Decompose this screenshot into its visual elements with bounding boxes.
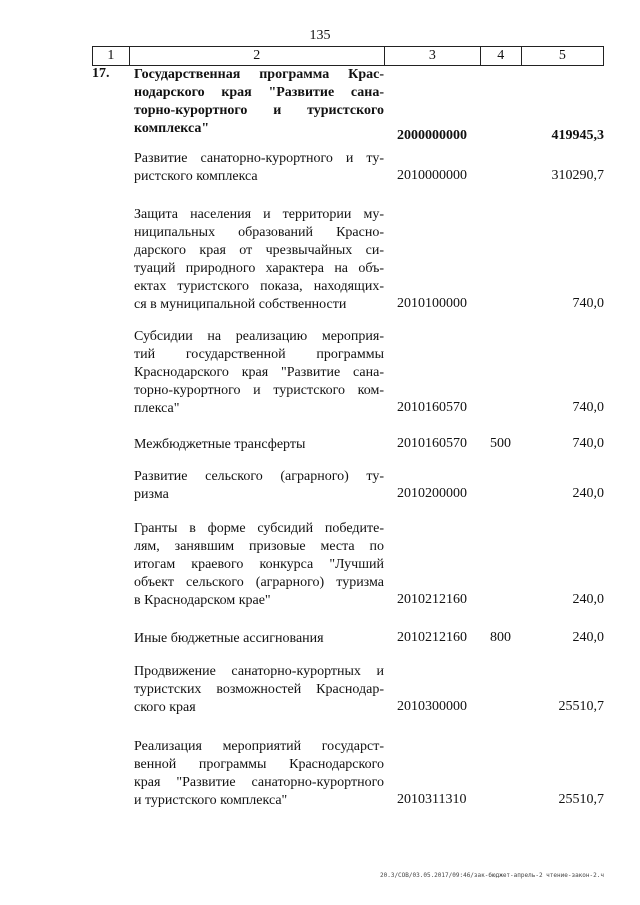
row-name-line: комплекса" xyxy=(134,121,210,136)
file-path-footer: 20.3/СОВ/03.05.2017/09:46/зак-бюджет-апрель-2 чтение-закон-2.ч xyxy=(380,872,604,879)
row-name-line: края "Развитие санаторно-курортного xyxy=(134,775,384,790)
row-name-line: ся в муниципальной собственности xyxy=(134,297,347,312)
row-name xyxy=(134,663,384,717)
amount: 310290,7 xyxy=(551,168,604,183)
target-code: 2010212160 xyxy=(397,630,467,645)
row-name-line: Развитие сельского (аграрного) ту- xyxy=(134,469,384,484)
row-name-line: туаций природного характера на объ- xyxy=(134,261,384,276)
row-name-line: Субсидии на реализацию мероприя- xyxy=(134,329,384,344)
row-name-line: ектах туристского показа, находящих- xyxy=(134,279,384,294)
row-name-line: туристских возможностей Краснодар- xyxy=(134,682,384,697)
row-name-line: Гранты в форме субсидий победите- xyxy=(134,521,384,536)
row-name-line: ризма xyxy=(134,487,169,502)
row-name-line: торно-курортного и туристского xyxy=(134,103,384,118)
row-name xyxy=(134,66,384,138)
column-header: 2 xyxy=(130,47,385,65)
row-name-line: тий государственной программы xyxy=(134,347,384,362)
target-code: 2010212160 xyxy=(397,592,467,607)
row-name-line: и туристского комплекса" xyxy=(134,793,288,808)
amount: 740,0 xyxy=(572,296,604,311)
target-code: 2010000000 xyxy=(397,168,467,183)
target-code: 2010160570 xyxy=(397,400,467,415)
row-name-line: в Краснодарском крае" xyxy=(134,593,271,608)
expense-type-code: 800 xyxy=(490,630,511,645)
target-code: 2010160570 xyxy=(397,436,467,451)
amount: 740,0 xyxy=(572,436,604,451)
column-header: 5 xyxy=(522,47,604,65)
row-name xyxy=(134,630,384,648)
target-code: 2010311310 xyxy=(397,792,467,807)
table-header xyxy=(92,46,604,66)
column-header: 3 xyxy=(385,47,481,65)
row-name xyxy=(134,520,384,610)
row-name-line: Реализация мероприятий государст- xyxy=(134,739,384,754)
row-name-line: Защита населения и территории му- xyxy=(134,207,384,222)
target-code: 2000000000 xyxy=(397,128,467,143)
row-name-line: плекса" xyxy=(134,401,180,416)
row-name-line: ристского комплекса xyxy=(134,169,258,184)
row-name-line: Продвижение санаторно-курортных и xyxy=(134,664,384,679)
row-name-line: объект сельского (аграрного) туризма xyxy=(134,575,384,590)
target-code: 2010200000 xyxy=(397,486,467,501)
amount: 25510,7 xyxy=(558,699,604,714)
row-name-line: Государственная программа Крас- xyxy=(134,67,384,82)
row-name xyxy=(134,150,384,186)
target-code: 2010100000 xyxy=(397,296,467,311)
row-name xyxy=(134,738,384,810)
amount: 240,0 xyxy=(572,592,604,607)
row-name-line: лям, занявшим призовые места по xyxy=(134,539,384,554)
amount: 740,0 xyxy=(572,400,604,415)
row-name xyxy=(134,206,384,314)
row-name-line: Межбюджетные трансферты xyxy=(134,437,306,452)
row-name-line: венной программы Краснодарского xyxy=(134,757,384,772)
row-name-line: нодарского края "Развитие сана- xyxy=(134,85,384,100)
row-name-line: ского края xyxy=(134,700,196,715)
row-number: 17. xyxy=(92,66,110,81)
amount: 240,0 xyxy=(572,630,604,645)
row-name-line: Иные бюджетные ассигнования xyxy=(134,631,324,646)
row-name-line: Краснодарского края "Развитие сана- xyxy=(134,365,384,380)
expense-type-code: 500 xyxy=(490,436,511,451)
column-header: 1 xyxy=(92,47,130,65)
row-name-line: дарского края от чрезвычайных си- xyxy=(134,243,384,258)
amount: 25510,7 xyxy=(558,792,604,807)
row-name-line: Развитие санаторно-курортного и ту- xyxy=(134,151,384,166)
amount: 240,0 xyxy=(572,486,604,501)
column-header: 4 xyxy=(481,47,522,65)
row-name-line: ниципальных образований Красно- xyxy=(134,225,384,240)
row-name xyxy=(134,436,384,454)
row-name-line: торно-курортного и туристского ком- xyxy=(134,383,384,398)
row-name xyxy=(134,468,384,504)
target-code: 2010300000 xyxy=(397,699,467,714)
page-number: 135 xyxy=(309,28,331,43)
amount: 419945,3 xyxy=(551,128,604,143)
row-name-line: итогам краевого конкурса "Лучший xyxy=(134,557,384,572)
row-name xyxy=(134,328,384,418)
